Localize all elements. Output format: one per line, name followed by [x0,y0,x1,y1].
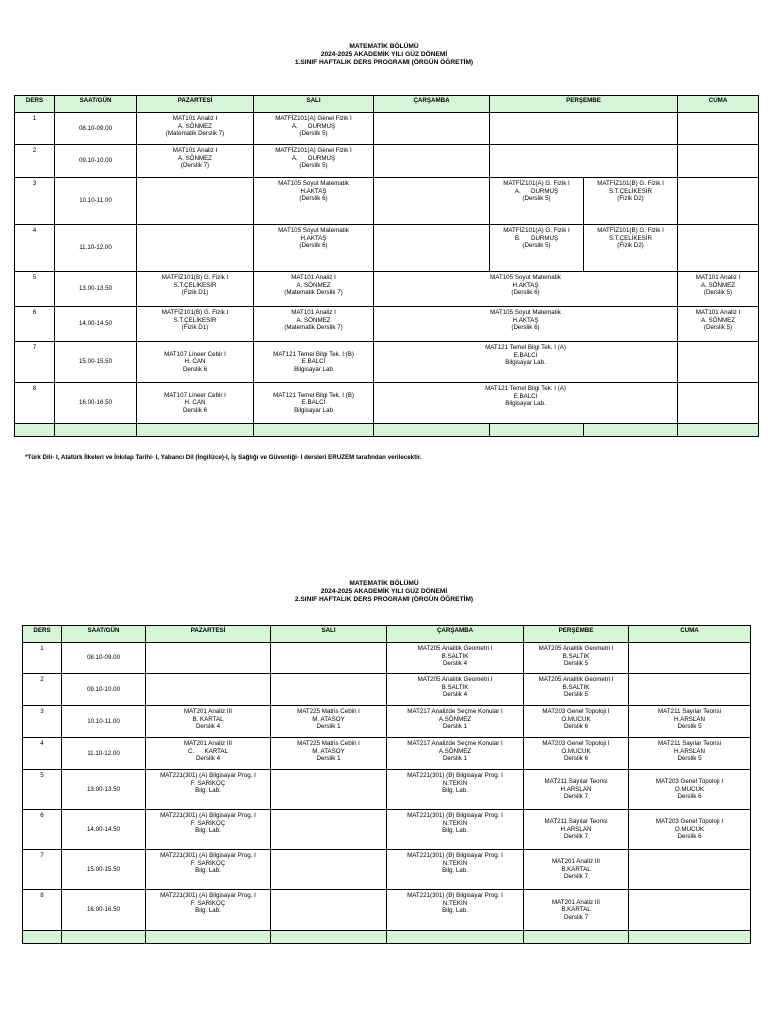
table-row [23,770,751,810]
lesson-number: 3 [23,706,62,738]
lesson-number: 6 [23,810,62,850]
col-sali: SALI [254,96,374,113]
table-row [15,225,759,272]
empty-cell [374,145,490,178]
department-title: MATEMATİK BÖLÜMÜ [349,580,419,587]
col-persembe: PERŞEMBE [490,96,678,113]
header-row [23,626,751,643]
course-cell: MAT221(301) (A) Bilgisayar Prog. I F. SARIKOÇ Bilg. Lab. [146,890,271,931]
course-cell: MAT217 Analizde Seçme Konular I A.SÖNMEZ Derslik 1 [387,706,524,738]
course-cell: MAT121 Temel Bilgi Tek. I (B) E.BALCI Bilgisayar Lab [254,383,374,424]
time-slot: 13.00-13.50 [55,272,137,307]
academic-year-title: 2024-2025 AKADEMİK YILI GÜZ DÖNEMİ [320,51,448,58]
header-row [15,96,759,113]
lesson-number: 6 [15,307,55,342]
lesson-number: 2 [23,674,62,706]
lesson-number: 1 [15,113,55,145]
course-cell: MAT225 Matris Cebiri I M. ATASOY Derslik 1 [271,706,387,738]
time-slot: 11.10-12.00 [55,225,137,272]
course-cell: MAT201 Analiz III B. KARTAL Derslik 4 [146,706,271,738]
course-cell: MAT221(301) (B) Bilgisayar Prog. I N.TEKİN Bilg. Lab. [387,810,524,850]
col-saat: SAAT/GÜN [55,96,137,113]
lesson-number: 2 [15,145,55,178]
empty-cell [490,145,678,178]
course-cell: MAT101 Analiz I A. SÖNMEZ (Derslik 7) [137,145,254,178]
course-cell: MAT101 Analiz I A. SÖNMEZ (Matematik Derslik 7) [254,272,374,307]
course-cell: MAT217 Analizde Seçme Konular I A.SÖNMEZ Derslik 1 [387,738,524,770]
empty-cell [678,178,759,225]
course-cell: MAT101 Analiz I A. SÖNMEZ (Derslik 5) [678,307,759,342]
table-row [15,113,759,145]
course-cell: MAT121 Temel Bilgi Tek. I (A) E.BALCI Bilgisayar Lab. [374,342,678,383]
table-row [15,145,759,178]
lesson-number: 7 [15,342,55,383]
table-row [23,643,751,674]
schedule-2-table [22,625,751,944]
course-cell: MAT205 Analitik Geometri I B.SALTIK Derslik 5 [524,643,629,674]
lesson-number: 7 [23,850,62,890]
lesson-number: 8 [23,890,62,931]
col-cuma: CUMA [678,96,759,113]
lesson-number: 8 [15,383,55,424]
course-cell: MATFİZ101(A) Genel Fizik I A. DURMUŞ (Derslik 5) [254,145,374,178]
time-slot: 10.10-11.00 [62,706,146,738]
empty-cell [678,225,759,272]
empty-cell [137,225,254,272]
program-title: 2.SINIF HAFTALIK DERS PROGRAMI (ÖRGÜN ÖĞRETİM) [294,596,474,603]
time-slot: 13.00-13.50 [62,770,146,810]
table-row [23,850,751,890]
col-cuma: CUMA [629,626,751,643]
table-row [23,738,751,770]
course-cell: MAT221(301) (B) Bilgisayar Prog. I N.TEKİN Bilg. Lab. [387,890,524,931]
lesson-number: 1 [23,643,62,674]
empty-cell [271,850,387,890]
time-slot: 09.10-10.00 [62,674,146,706]
course-cell: MAT121 Temel Bilgi Tek. I (B) E.BALCI Bilgisayar Lab [254,342,374,383]
empty-cell [271,770,387,810]
empty-cell [678,383,759,424]
table-row [23,810,751,850]
course-cell: MAT107 Lineer Cebir I H. CAN Derslik 6 [137,342,254,383]
schedule-1-header [0,43,768,67]
course-cell: MAT201 Analiz III C. KARTAL Derslik 4 [146,738,271,770]
empty-cell [146,674,271,706]
empty-cell [374,178,490,225]
time-slot: 16.00-16.50 [62,890,146,931]
col-saat: SAAT/GÜN [62,626,146,643]
course-cell: MAT107 Lineer Cebir I H. CAN Derslik 6 [137,383,254,424]
academic-year-title: 2024-2025 AKADEMİK YILI GÜZ DÖNEMİ [320,588,448,595]
table-row [15,272,759,307]
table-row [15,342,759,383]
table-row [23,674,751,706]
table-row [15,178,759,225]
course-cell: MAT201 Analiz III B.KARTAL Derslik 7 [524,850,629,890]
empty-cell [629,850,751,890]
empty-cell [374,225,490,272]
time-slot: 08.10-09.00 [55,113,137,145]
time-slot: 16.00-16.50 [55,383,137,424]
course-cell: MAT221(301) (B) Bilgisayar Prog. I N.TEKİN Bilg. Lab. [387,850,524,890]
lesson-number: 5 [23,770,62,810]
lesson-number: 5 [15,272,55,307]
course-cell: MATFİZ101(A) G. Fizik I B. DURMUŞ (Derslik 5) [490,225,584,272]
col-persembe: PERŞEMBE [524,626,629,643]
table-row [23,706,751,738]
lesson-number: 4 [15,225,55,272]
time-slot: 10.10-11.00 [55,178,137,225]
course-cell: MAT203 Genel Topoloji I O.MUCUK Derslik 6 [524,738,629,770]
course-cell: MATFİZ101(B) G. Fizik I S.T.ÇELİKESİR (Fizik D1) [137,272,254,307]
empty-cell [271,890,387,931]
col-ders: DERS [23,626,62,643]
footer-row [15,424,759,437]
course-cell: MATFİZ101(B) G. Fizik I S.T.ÇELİKESİR (Fizik D2) [584,225,678,272]
empty-cell [271,674,387,706]
empty-cell [629,674,751,706]
empty-cell [374,113,490,145]
col-ders: DERS [15,96,55,113]
lesson-number: 4 [23,738,62,770]
empty-cell [629,643,751,674]
lesson-number: 3 [15,178,55,225]
empty-cell [629,890,751,931]
course-cell: MAT201 Analiz III B.KARTAL Derslik 7 [524,890,629,931]
empty-cell [678,113,759,145]
schedule-1-table [14,95,759,437]
time-slot: 09.10-10.00 [55,145,137,178]
department-title: MATEMATİK BÖLÜMÜ [349,43,419,50]
course-cell: MAT221(301) (A) Bilgisayar Prog. I F. SARIKOÇ Bilg. Lab. [146,810,271,850]
time-slot: 14.00-14.50 [55,307,137,342]
course-cell: MAT101 Analiz I A. SÖNMEZ (Derslik 5) [678,272,759,307]
col-carsamba: ÇARŞAMBA [374,96,490,113]
empty-cell [146,643,271,674]
course-cell: MAT205 Analitik Geometri I B.SALTIK Derslik 4 [387,674,524,706]
course-cell: MAT221(301) (A) Bilgisayar Prog. I F. SARIKOÇ Bilg. Lab. [146,850,271,890]
empty-cell [678,342,759,383]
table-row [23,890,751,931]
empty-cell [271,810,387,850]
col-pazartesi: PAZARTESİ [146,626,271,643]
empty-cell [678,145,759,178]
eruzem-footnote: *Türk Dili- I, Atatürk İlkeleri ve İnkılap Tarihi- I, Yabancı Dil (İngilizce)-I, İş Sağlığı ve Güvenliği- I dersleri ERUZEM tarafından verilecektir. [25,454,422,461]
time-slot: 11.10-12.00 [62,738,146,770]
time-slot: 08.10-09.00 [62,643,146,674]
course-cell: MAT221(301) (A) Bilgisayar Prog. I F. SARIKOÇ Bilg. Lab. [146,770,271,810]
course-cell: MAT105 Soyut Matematik H.AKTAŞ (Derslik 6) [254,225,374,272]
col-carsamba: ÇARŞAMBA [387,626,524,643]
schedule-2-header [0,580,768,604]
course-cell: MATFİZ101(A) G. Fizik I A. DURMUŞ (Derslik 5) [490,178,584,225]
course-cell: MAT105 Soyut Matematik H.AKTAŞ (Derslik 6) [374,272,678,307]
course-cell: MAT121 Temel Bilgi Tek. I (A) E.BALCI Bilgisayar Lab. [374,383,678,424]
course-cell: MAT203 Genel Topoloji I O.MUCUK Derslik 6 [524,706,629,738]
course-cell: MATFİZ101(B) G. Fizik I S.T.ÇELİKESİR (Fizik D1) [137,307,254,342]
course-cell: MATFİZ101(B) G. Fizik I S.T.ÇELİKESİR (Fizik D2) [584,178,678,225]
course-cell: MAT101 Analiz I A. SÖNMEZ (Matematik Derslik 7) [137,113,254,145]
empty-cell [490,113,678,145]
course-cell: MAT105 Soyut Matematik H.AKTAŞ (Derslik 6) [374,307,678,342]
course-cell: MATFİZ101(A) Genel Fizik I A. DURMUŞ (Derslik 5) [254,113,374,145]
course-cell: MAT105 Soyut Matematik H.AKTAŞ (Derslik 6) [254,178,374,225]
table-row [15,307,759,342]
course-cell: MAT101 Analiz I A. SÖNMEZ (Matematik Derslik 7) [254,307,374,342]
time-slot: 14.00-14.50 [62,810,146,850]
col-pazartesi: PAZARTESİ [137,96,254,113]
footer-row [23,931,751,944]
course-cell: MAT203 Genel Topoloji I O.MUCUK Derslik 6 [629,770,751,810]
course-cell: MAT205 Analitik Geometri I B.SALTIK Derslik 4 [387,643,524,674]
course-cell: MAT211 Sayılar Teorisi H.ARSLAN Derslik 5 [629,738,751,770]
program-title: 1.SINIF HAFTALIK DERS PROGRAMI (ÖRGÜN ÖĞRETİM) [294,59,474,66]
time-slot: 15.00-15.50 [62,850,146,890]
course-cell: MAT203 Genel Topoloji I O.MUCUK Derslik 6 [629,810,751,850]
course-cell: MAT211 Sayılar Teorisi H.ARSLAN Derslik 7 [524,770,629,810]
time-slot: 15.00-15.50 [55,342,137,383]
course-cell: MAT211 Sayılar Teorisi H.ARSLAN Derslik 7 [524,810,629,850]
col-sali: SALI [271,626,387,643]
course-cell: MAT221(301) (B) Bilgisayar Prog. I N.TEKİN Bilg. Lab. [387,770,524,810]
empty-cell [271,643,387,674]
course-cell: MAT225 Matris Cebiri I M. ATASOY Derslik 1 [271,738,387,770]
course-cell: MAT211 Sayılar Teorisi H.ARSLAN Derslik 5 [629,706,751,738]
table-row [15,383,759,424]
empty-cell [137,178,254,225]
course-cell: MAT205 Analitik Geometri I B.SALTIK Derslik 5 [524,674,629,706]
